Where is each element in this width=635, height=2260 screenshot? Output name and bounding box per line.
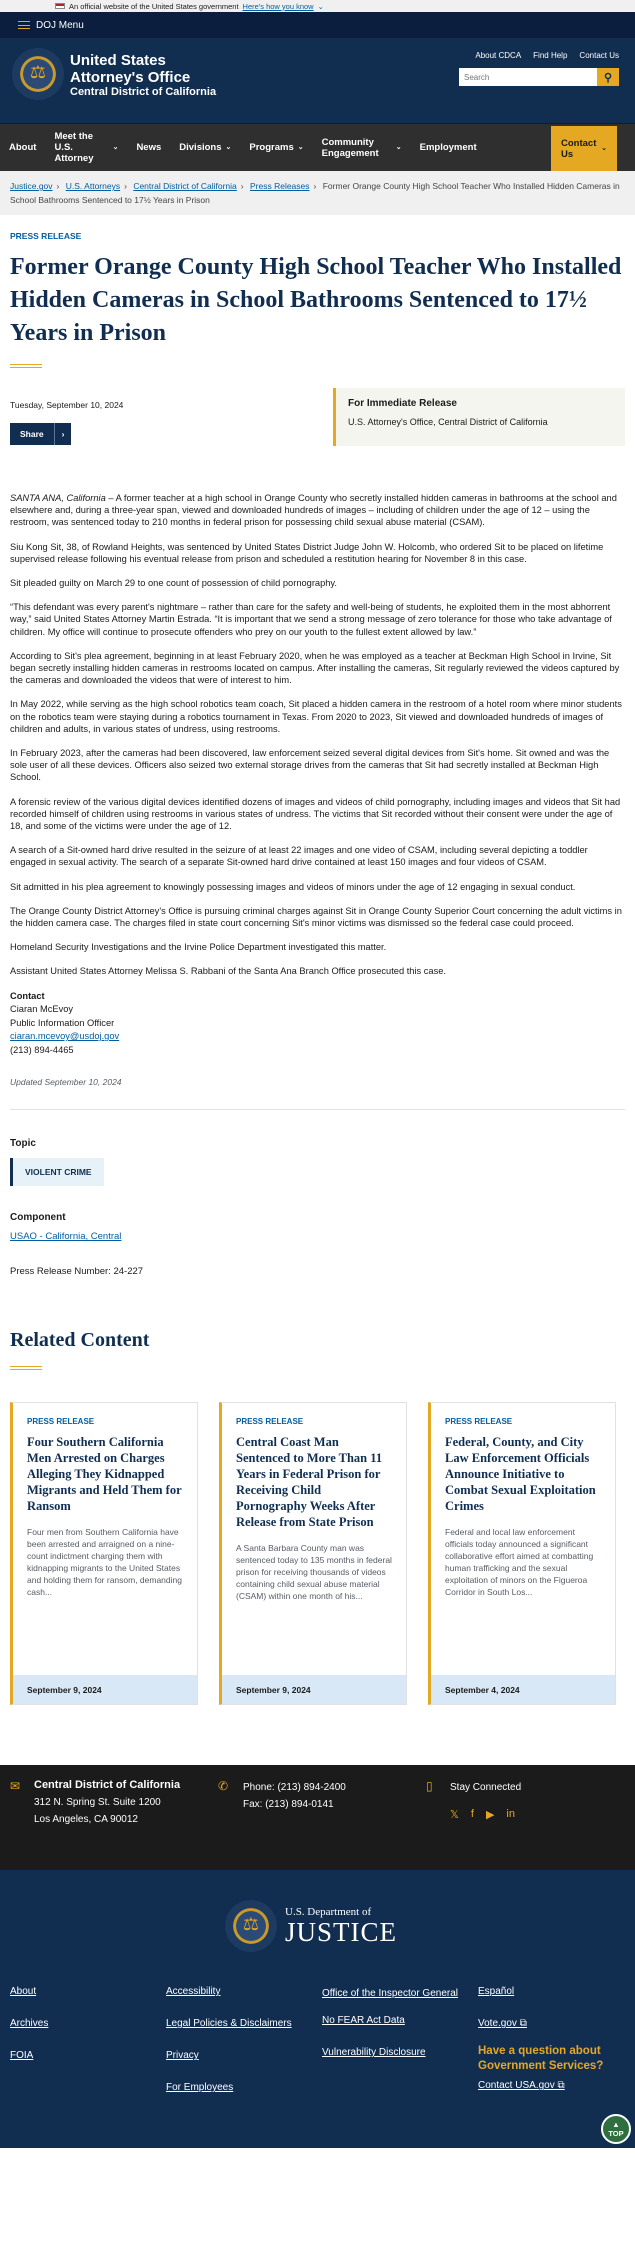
footer-phone <box>218 1779 398 1813</box>
component-link[interactable]: USAO - California, Central <box>10 1231 122 1243</box>
contact-phone: (213) 894-4465 <box>10 1044 74 1055</box>
card-teaser: Four men from Southern California have been arrested and arraigned on a nine-count indictment charging them with kidnapping migrants to the United States and holding them for ransom, demanding cash... <box>27 1527 182 1598</box>
x-twitter-icon[interactable]: 𝕏 <box>450 1809 459 1822</box>
release-box <box>333 388 625 446</box>
chevron-down-icon: ⌄ <box>112 144 119 151</box>
chevron-right-icon: › <box>124 181 127 191</box>
card-date: September 4, 2024 <box>431 1675 615 1704</box>
article-paragraph: Homeland Security Investigations and the Irvine Police Department investigated this matter. <box>10 942 387 953</box>
footer-link[interactable]: Archives <box>10 2018 49 2030</box>
breadcrumb-cdca[interactable]: Central District of California <box>133 181 237 191</box>
doj-menu-label: DOJ Menu <box>36 19 84 31</box>
article-body <box>10 492 625 978</box>
chevron-right-icon: › <box>54 423 72 445</box>
footer-link-external[interactable] <box>478 2018 618 2030</box>
share-button[interactable] <box>10 423 71 445</box>
article-paragraph: “This defendant was every parent's nightmare – rather than care for the safety and well-being of students, he exploited them in the most abhorrent way,” said United States Attorney Martin Estrada. “It is important that we send a strong message of zero tolerance for those who take advantage of children. My office will continue to prosecute offenders who prey on our youth to the fullest extent allowed by law.” <box>10 602 612 637</box>
release-office: U.S. Attorney's Office, Central District of California <box>348 417 548 427</box>
paragraph-text: – A former teacher at a high school in Orange County who secretly installed hidden cameras in bathrooms at the school and elsewhere and, during a three-year span, viewed and downloaded hundreds of images – including of children under the age of 12 – using the restroom, was sentenced today to 210 months in federal prison for possessing child sexual abuse material (CSAM). <box>10 493 617 528</box>
chevron-down-icon: ⌄ <box>225 144 232 151</box>
phone-icon: ✆ <box>218 1779 229 1794</box>
related-cards <box>10 1402 625 1705</box>
article-paragraph: A search of a Sit-owned hard drive resulted in the seizure of at least 22 images and one video of CSAM, including several depicting a toddler engaged in sexual activity. The search of a separate Sit-owned hard drive contained at least 150 images and four videos of CSAM. <box>10 845 588 868</box>
footer-link[interactable]: Español <box>478 1986 515 1998</box>
arrow-up-icon: ▲ <box>612 2120 620 2130</box>
nav-meet-label: Meet the U.S. Attorney <box>54 131 94 164</box>
related-card[interactable] <box>219 1402 407 1705</box>
nav-divisions-label: Divisions <box>179 142 222 153</box>
card-title[interactable]: Federal, County, and City Law Enforcement Officials Announce Initiative to Combat Sexual Exploitation Crimes <box>445 1435 596 1514</box>
topic-tag-violent-crime[interactable]: VIOLENT CRIME <box>10 1158 104 1186</box>
article-paragraph: Siu Kong Sit, 38, of Rowland Heights, was sentenced by United States District Judge John W. Holcomb, who ordered Sit to be placed on lifetime supervised release following his eventual release from prison and scheduled a restitution hearing for November 8 in this case. <box>10 541 604 564</box>
article-kicker: PRESS RELEASE <box>10 231 82 241</box>
chevron-down-icon: ⌄ <box>395 144 402 151</box>
footer-links <box>10 1986 625 2094</box>
nav-news-label: News <box>136 142 162 153</box>
topic-heading: Topic <box>10 1138 36 1150</box>
card-title[interactable]: Four Southern California Men Arrested on Charges Alleging They Kidnapped Migrants and Held Them for Ransom <box>27 1435 182 1514</box>
article-paragraph: Sit admitted in his plea agreement to knowingly possessing images and videos of minors under the age of 12 engaging in sexual conduct. <box>10 881 576 892</box>
page-title: Former Orange County High School Teacher Who Installed Hidden Cameras in School Bathrooms Sentenced to 17½ Years in Prison <box>10 254 622 346</box>
search-button[interactable] <box>597 68 619 86</box>
nav-contact-label: Contact Us <box>561 137 597 160</box>
article-date: Tuesday, September 10, 2024 <box>10 400 124 410</box>
nav-about-label: About <box>9 142 37 153</box>
nav-news[interactable] <box>127 124 170 171</box>
menu-icon <box>18 21 30 29</box>
card-teaser: Federal and local law enforcement officials today announced a significant collaborative effort aimed at combatting human trafficking and the sexual exploitation of minors on the Figueroa Corridor in South Los... <box>445 1527 594 1598</box>
footer-contact <box>0 1765 635 1870</box>
contact-email-link[interactable]: ciaran.mcevoy@usdoj.gov <box>10 1031 120 1042</box>
chevron-right-icon: › <box>56 181 60 191</box>
component-heading: Component <box>10 1212 66 1224</box>
footer-link[interactable]: Legal Policies & Disclaimers <box>166 2018 292 2030</box>
footer-link[interactable]: For Employees <box>166 2082 234 2094</box>
related-card[interactable] <box>10 1402 198 1705</box>
find-help-link[interactable]: Find Help <box>533 51 568 60</box>
press-release-number: Press Release Number: 24-227 <box>10 1266 144 1278</box>
doj-footer-logo[interactable] <box>225 1900 397 1952</box>
card-date: September 9, 2024 <box>13 1675 197 1704</box>
divider <box>10 1109 625 1110</box>
contact-heading: Contact <box>10 990 45 1001</box>
footer-col-3 <box>322 1986 478 2094</box>
title-divider <box>10 364 42 368</box>
site-header <box>0 38 635 123</box>
gov-banner <box>0 0 635 12</box>
footer-phone-number: Phone: (213) 894-2400 <box>243 1782 346 1794</box>
nav-employment-label: Employment <box>419 142 477 153</box>
footer-col-1 <box>10 1986 166 2094</box>
chevron-down-icon: ⌄ <box>297 144 304 151</box>
share-label: Share <box>20 429 44 439</box>
doj-logo-line1: U.S. Department of <box>285 1906 372 1919</box>
back-to-top-button[interactable] <box>601 2114 631 2144</box>
chevron-down-icon: ⌄ <box>601 145 607 152</box>
mobile-icon: ▯ <box>426 1779 433 1794</box>
site-title-line2: Attorney's Office <box>70 69 191 86</box>
footer-col-4 <box>478 1986 618 2094</box>
chevron-down-icon: ⌄ <box>317 1 324 11</box>
search-icon: ⚲ <box>603 71 613 84</box>
article-meta <box>10 388 625 446</box>
question-heading: Have a question about Government Services? <box>478 2045 604 2073</box>
breadcrumb-press-releases[interactable]: Press Releases <box>249 181 310 191</box>
heres-how-you-know-link[interactable]: Here's how you know <box>242 1 314 11</box>
article-paragraph: According to Sit's plea agreement, beginning in at least February 2020, when he was employed as a teacher at Beckman High School in Irvine, Sit began secretly installing hidden cameras in restrooms located on campus. After installing the cameras, Sit regularly reviewed the videos captured by the cameras and downloaded the videos that were of interest to him. <box>10 650 620 686</box>
facebook-icon[interactable]: f <box>470 1808 474 1821</box>
nav-meet-us-attorney[interactable] <box>45 124 127 171</box>
nav-divisions[interactable] <box>170 124 240 171</box>
contact-role: Public Information Officer <box>10 1017 115 1028</box>
external-link-icon: ⧉ <box>557 2080 565 2092</box>
mail-icon: ✉ <box>10 1779 21 1794</box>
us-flag-icon <box>55 3 65 9</box>
article-paragraph: Assistant United States Attorney Melissa S. Rabbani of the Santa Ana Branch Office prosecuted this case. <box>10 966 446 977</box>
youtube-icon[interactable]: ▶ <box>485 1809 495 1822</box>
card-kicker: PRESS RELEASE <box>236 1417 304 1427</box>
related-card[interactable] <box>428 1402 616 1705</box>
dateline: SANTA ANA, California <box>10 493 106 503</box>
card-kicker: PRESS RELEASE <box>445 1417 513 1427</box>
footer-address-line1: 312 N. Spring St. Suite 1200 <box>34 1797 161 1809</box>
nav-community-label: Community Engagement <box>321 136 379 159</box>
footer-link[interactable]: No FEAR Act Data <box>322 2015 405 2027</box>
top-label: TOP <box>608 2129 624 2139</box>
nav-about[interactable] <box>0 124 45 171</box>
usagov-label: Contact USA.gov <box>478 2080 555 2092</box>
doj-footer <box>0 1870 635 2148</box>
contact-block <box>10 990 625 1058</box>
nav-employment[interactable] <box>411 124 486 171</box>
utility-links <box>475 51 619 60</box>
doj-seal-logo[interactable] <box>12 48 64 100</box>
gov-banner-text: An official website of the United States government <box>69 1 239 11</box>
footer-col-2 <box>166 1986 322 2094</box>
nav-community-engagement[interactable] <box>313 124 411 171</box>
card-teaser: A Santa Barbara County man was sentenced today to 135 months in federal prison for receiving thousands of videos containing child sexual abuse material (CSAM) within one month of his... <box>236 1543 392 1602</box>
chevron-right-icon: › <box>240 181 244 191</box>
footer-link[interactable]: About <box>10 1986 37 1998</box>
breadcrumb-justice-gov[interactable]: Justice.gov <box>10 181 53 191</box>
footer-social <box>426 1779 616 1821</box>
card-title[interactable]: Central Coast Man Sentenced to More Than 11 Years in Federal Prison for Receiving Child Pornography Weeks After Release from State Prison <box>236 1435 383 1530</box>
stay-connected: Stay Connected <box>450 1782 522 1794</box>
article-paragraph: Sit pleaded guilty on March 29 to one count of possession of child pornography. <box>10 578 337 589</box>
linkedin-icon[interactable]: in <box>506 1808 515 1821</box>
article-paragraph <box>10 492 625 529</box>
article-paragraph: In May 2022, while serving as the high school robotics team coach, Sit placed a hidden camera in the restroom of a hotel room where minor students on the robotics team were staying during a robotics tournament in Texas. From 2020 to 2023, Sit viewed and downloaded hundreds of images of children and adults, in various states of undress, using restrooms. <box>10 699 622 734</box>
nav-programs[interactable] <box>240 124 312 171</box>
footer-link[interactable]: Accessibility <box>166 1986 221 1998</box>
release-heading: For Immediate Release <box>348 398 457 409</box>
footer-address <box>10 1779 210 1828</box>
chevron-right-icon: › <box>313 181 317 191</box>
article <box>0 231 635 1705</box>
external-link-icon: ⧉ <box>519 2018 527 2030</box>
contact-name: Ciaran McEvoy <box>10 1004 74 1015</box>
doj-menu-button[interactable] <box>0 12 635 38</box>
nav-programs-label: Programs <box>249 142 294 153</box>
footer-link[interactable]: Privacy <box>166 2050 199 2062</box>
main-nav <box>0 123 635 171</box>
search-form <box>459 68 619 86</box>
breadcrumb-us-attorneys[interactable]: U.S. Attorneys <box>65 181 121 191</box>
card-kicker: PRESS RELEASE <box>27 1417 95 1427</box>
nav-contact-us[interactable] <box>551 126 617 171</box>
related-content-heading: Related Content <box>10 1329 150 1352</box>
vote-gov-label: Vote.gov <box>478 2018 517 2030</box>
contact-us-link[interactable]: Contact Us <box>579 51 619 60</box>
article-paragraph: In February 2023, after the cameras had been discovered, law enforcement seized several digital devices from Sit's home. Sit owned and was the sole user of all these devices. Officers also seized two external storage drives from the cameras that Sit had secretly installed at Beckman High School. <box>10 748 610 783</box>
related-divider <box>10 1366 42 1370</box>
footer-office-name: Central District of California <box>34 1779 181 1792</box>
doj-seal-icon <box>225 1900 277 1952</box>
site-title[interactable] <box>70 52 216 99</box>
article-paragraph: A forensic review of the various digital devices identified dozens of images and videos of child pornography, including images and videos that Sit had recorded himself of children using restrooms in various states of undress. The victims that Sit recorded without their consent were under the age of 18, and some of the victims were under the age of 12. <box>10 796 621 832</box>
footer-link-external[interactable] <box>478 2080 618 2092</box>
article-paragraph: The Orange County District Attorney's Office is pursuing criminal charges against Sit in Orange County Superior Court concerning the adult victims in the hidden camera case. The charges filed in state court concerning Sit's minor victims was dismissed so the federal case could proceed. <box>10 905 622 929</box>
site-title-line1: United States <box>70 52 166 69</box>
footer-link[interactable]: Office of the Inspector General <box>322 1988 459 2000</box>
breadcrumb-current: Former Orange County High School Teacher Who Installed Hidden Cameras in School Bathrooms Sentenced to 17½ Years in Prison <box>10 181 620 205</box>
site-title-line3: Central District of California <box>70 86 217 98</box>
footer-address-line2: Los Angeles, CA 90012 <box>34 1814 138 1826</box>
footer-link[interactable]: Vulnerability Disclosure <box>322 2047 426 2059</box>
updated-date: Updated September 10, 2024 <box>10 1077 122 1088</box>
footer-link[interactable]: FOIA <box>10 2050 34 2062</box>
search-input[interactable] <box>459 68 597 86</box>
footer-fax: Fax: (213) 894-0141 <box>243 1799 334 1811</box>
about-cdca-link[interactable]: About CDCA <box>475 51 522 60</box>
breadcrumb <box>0 171 635 215</box>
card-date: September 9, 2024 <box>222 1675 406 1704</box>
social-links <box>450 1808 616 1821</box>
doj-logo-line2: JUSTICE <box>285 1917 398 1948</box>
